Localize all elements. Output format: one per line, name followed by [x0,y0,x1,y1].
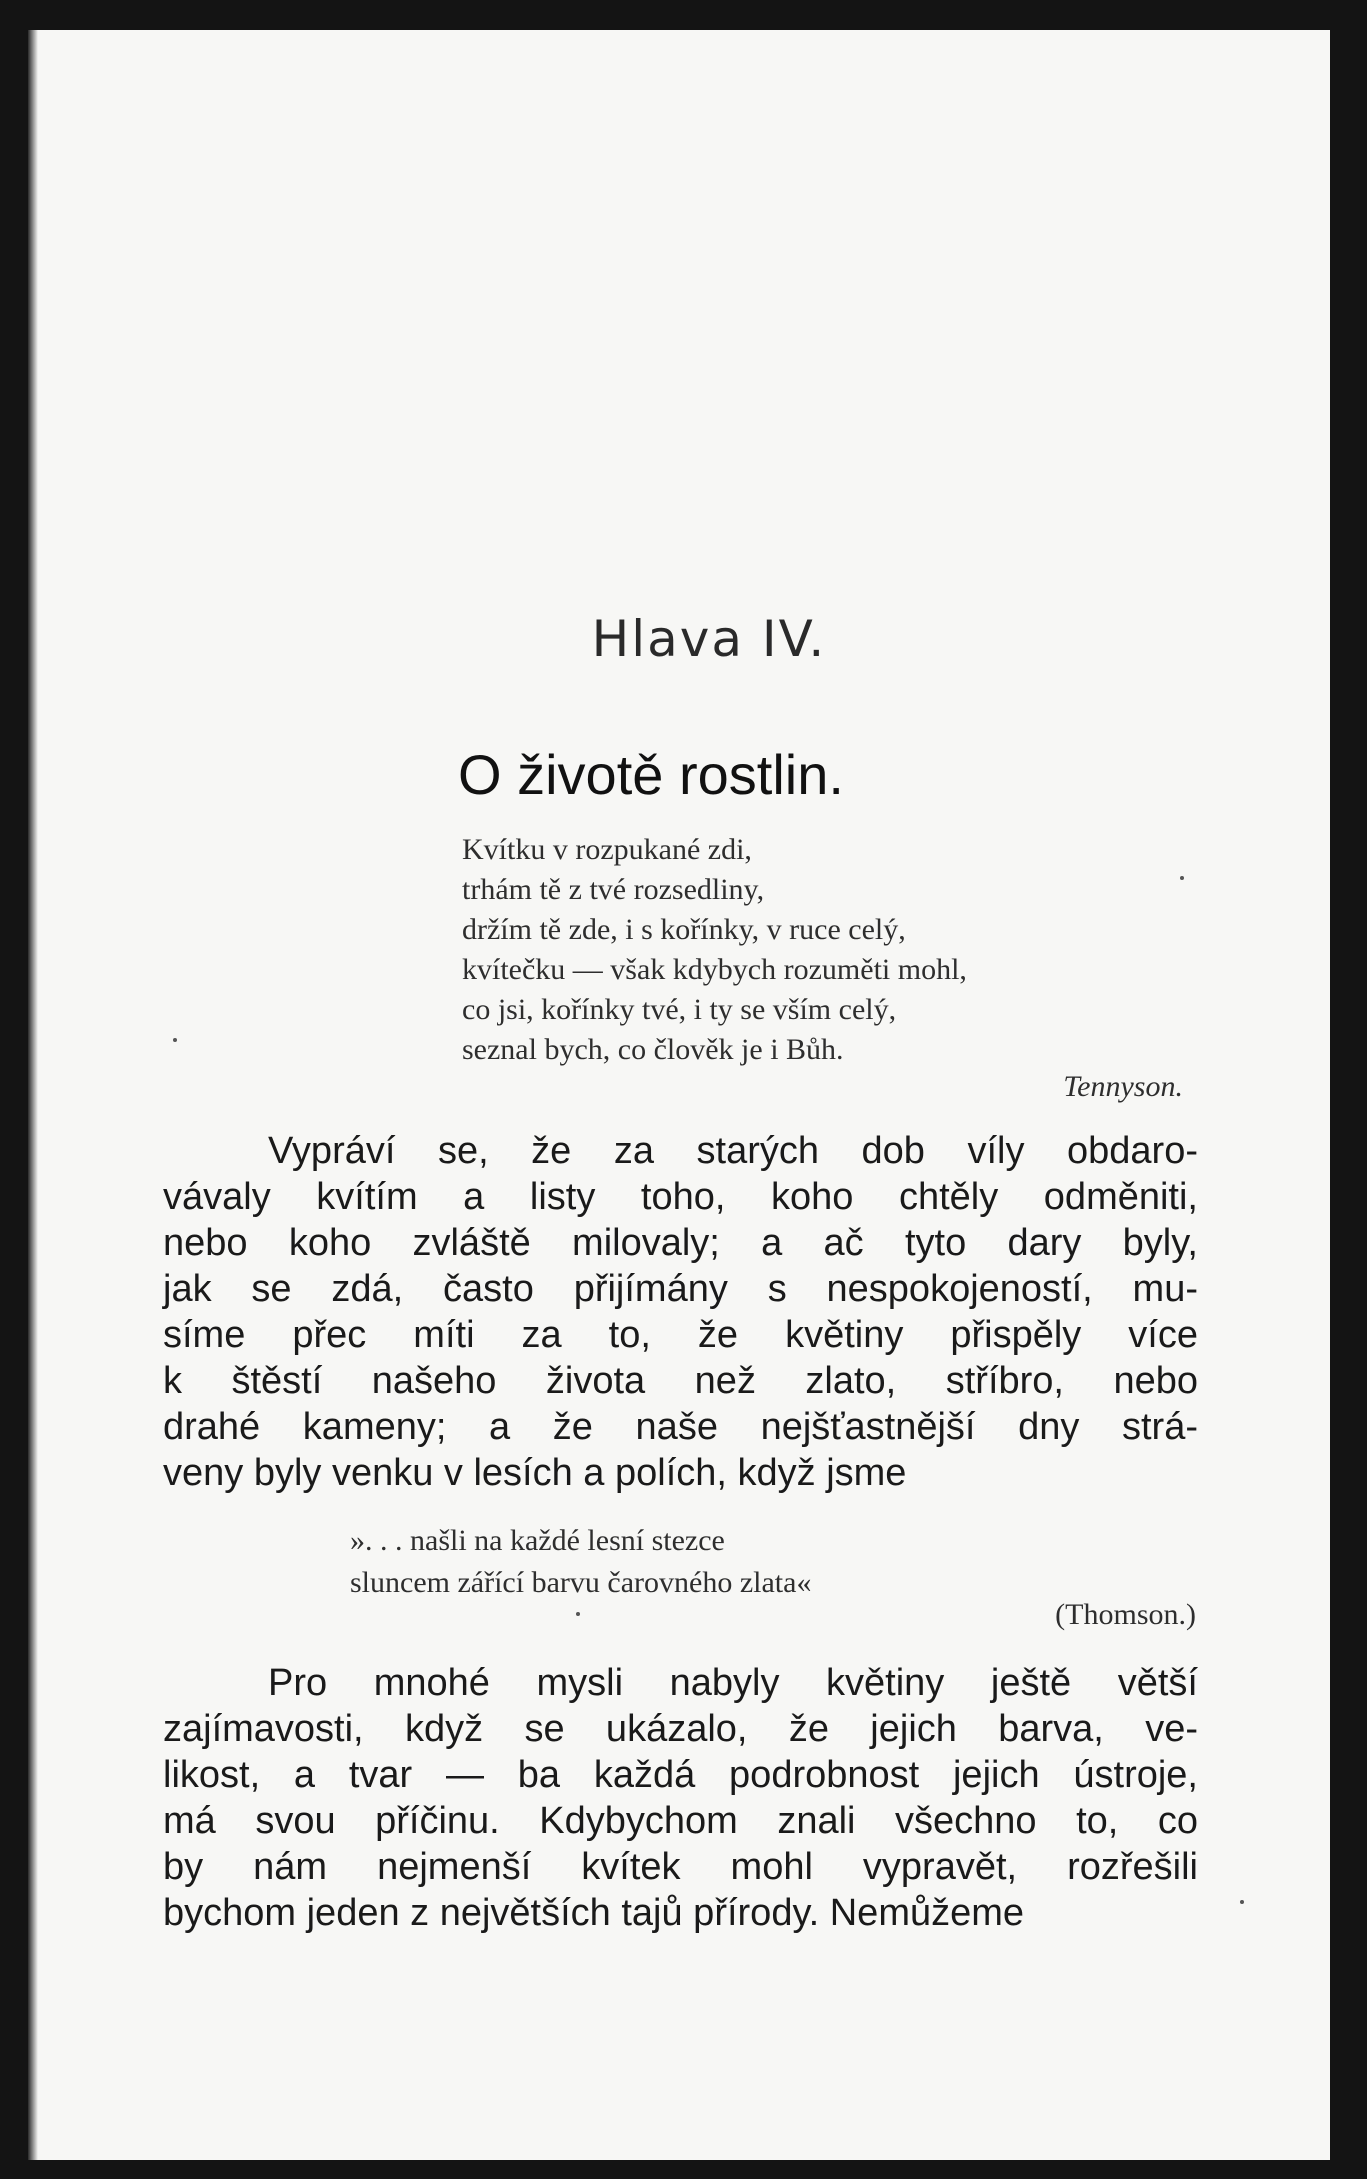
quote-author: (Thomson.) [1055,1598,1196,1631]
text-line: k štěstí našeho života než zlato, stříbro, nebo [163,1360,1198,1402]
text-line: vávaly kvítím a listy toho, koho chtěly odměniti, [163,1176,1198,1218]
text-line: bychom jeden z největších tajů přírody. Nemůžeme [163,1892,1025,1934]
quote-line: ». . . našli na každé lesní stezce [350,1524,725,1557]
text-line: by nám nejmenší kvítek mohl vypravět, rozřešili [163,1846,1198,1888]
paper-speck [1180,876,1184,880]
text-line: Vypráví se, že za starých dob víly obdaro- [268,1130,1198,1172]
text-line: Pro mnohé mysli nabyly květiny ještě větší [268,1662,1198,1704]
epigraph-line: kvítečku — však kdybych rozuměti mohl, [462,953,967,986]
paper-speck [1240,1900,1244,1904]
text-line: zajímavosti, když se ukázalo, že jejich barva, ve- [163,1708,1198,1750]
epigraph-line: trhám tě z tvé rozsedliny, [462,873,765,906]
text-line: drahé kameny; a že naše nejšťastnější dny strá- [163,1406,1198,1448]
text-line: likost, a tvar — ba každá podrobnost jejich ústroje, [163,1754,1198,1796]
epigraph-line: držím tě zde, i s kořínky, v ruce celý, [462,913,906,946]
text-line: má svou příčinu. Kdybychom znali všechno to, co [163,1800,1198,1842]
paper-speck [173,1038,177,1042]
paper-speck [576,1612,580,1616]
text-line: jak se zdá, často přijímány s nespokojeností, mu- [163,1268,1198,1310]
paragraph-1 [163,1128,1198,1496]
text-line: veny byly venku v lesích a polích, když jsme [163,1452,907,1494]
epigraph [462,830,1202,1070]
paragraph-2 [163,1660,1198,1936]
book-page [28,30,1330,2160]
epigraph-author: Tennyson. [1063,1070,1183,1103]
epigraph-line: co jsi, kořínky tvé, i ty se vším celý, [462,993,897,1026]
chapter-title: O životě rostlin. [458,743,844,806]
text-line: nebo koho zvláště milovaly; a ač tyto dary byly, [163,1222,1198,1264]
epigraph-line: seznal bych, co člověk je i Bůh. [462,1033,844,1066]
quote-line: sluncem zářící barvu čarovného zlata« [350,1566,812,1599]
inline-quote [350,1520,1200,1604]
chapter-heading: Hlava IV. [591,610,827,668]
text-line: síme přec míti za to, že květiny přispěly více [163,1314,1198,1356]
epigraph-line: Kvítku v rozpukané zdi, [462,833,752,866]
